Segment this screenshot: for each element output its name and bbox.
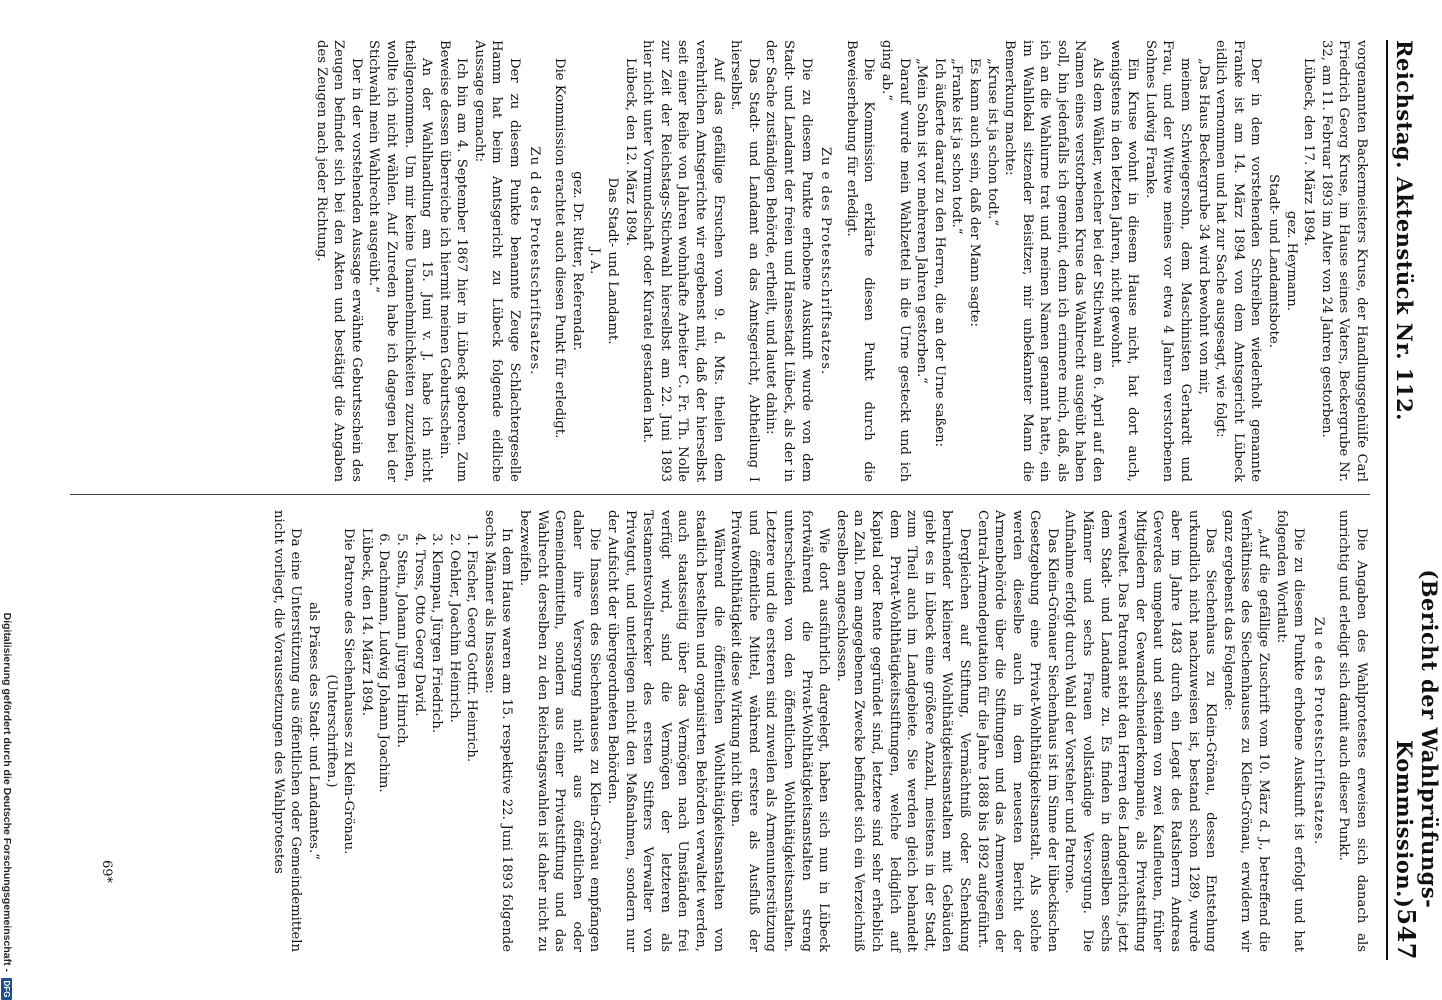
paragraph: als Präses des Stadt- und Landamtes.“ xyxy=(305,602,321,860)
text-column-right xyxy=(269,510,1370,952)
paragraph: Ich bin am 4. September 1867 hier in Lübeck geboren. Zum Beweise dessen überreiche ich hiermit meinen Geburtsschein. xyxy=(436,40,470,482)
paragraph: vorgenannten Backermeisters Kruse, der Handlungsgehülfe Carl Friedrich Georg Kruse, im Hause seines Vaters, Beckergrube Nr. 32, am 11. Februar 1893 im Alter von 24 Jahren gestorben. xyxy=(1318,40,1369,482)
list-item: 5. Stein, Johann Jürgen Hinrich. xyxy=(392,550,410,952)
paragraph: Der in der vorstehenden Aussage erwähnte Geburtsschein des Zeugen befindet sich bei den Akten und bestätigt die Angaben des Zeugen nach jeder Richtung. xyxy=(313,40,364,482)
paragraph: Das Siechenhaus zu Klein-Grönau, dessen Entstehung urkundlich nicht nachzuweisen ist, bestand schon 1289, wurde aber im Jahre 1483 durch ein Legat des Ratsherrn Andreas Geverdes umgebaut und seitdem von zwei Kaufleuten, früher Mitgliedern der Gewandschneiderkompanie, als Privatstiftung verwaltet. Das Patronat steht den Herren des Landgerichts, jetzt dem Stadt- und Landamte zu. Es finden in demselben sechs Männer und sechs Frauen vollständige Versorgung. Die Aufnahme erfolgt durch Wahl der Vorsteher und Patrone. xyxy=(1062,510,1219,952)
paragraph: J. A. xyxy=(587,247,603,275)
paragraph: „Auf die gefällige Zuschrift vom 10. März d. J., betreffend die Verhältnisse des Siechenhauses zu Klein-Grönau, erwidern wir ganz ergebenst das Folgende: xyxy=(1220,510,1272,952)
paragraph: Lübeck, den 14. März 1894. xyxy=(358,528,374,716)
section-heading: Zu d des Protestschriftsatzes. xyxy=(526,146,542,376)
signature-mark: 69* xyxy=(99,860,114,884)
paragraph: Es kann auch sein, daß der Mann sagte: xyxy=(966,58,982,327)
list-item: 4. Tross, Otto Georg David. xyxy=(410,550,428,952)
paragraph: Wie dort ausführlich dargelegt, haben sich nun in Lübeck fortwährend die Privat-Wohlthätigkeitsanstalten streng unterscheiden von den öffentlichen Wohlthätigkeitsanstalten. Letztere und die ersteren sind zuweilen als Armenunterstützung und öffentliche Mittel, während erstere als Ausfluß der Privatwohlthätigkeit diese Wirkung nicht üben. xyxy=(728,510,832,952)
paragraph: Als dem Wähler, welcher bei der Stichwahl am 6. April auf den Namen eines verstorbenen Kruse das Wahlrecht ausgeübt haben soll, bin jedenfalls ich gemeint, denn ich erinnere mich, daß, als ich an die Wahlurne trat und meinen Namen genannt hatte, ein im Wahllokal sitzender Beisitzer, mir unbekannter Mann die Bemerkung machte: xyxy=(1002,40,1106,482)
list-item: 2. Oehler, Joachim Heinrich. xyxy=(445,550,463,952)
paragraph: Stadt- und Landamtsbote. xyxy=(1266,174,1282,348)
paragraph: An der Wahlhandlung am 15. Juni v. J. habe ich nicht theilgenommen. Um mir keine Unannehmlichkeiten zuzuziehen, wollte ich nicht wählen. Auf Zureden habe ich dagegen bei der Stichwahl mein Wahlrecht ausgeübt.“ xyxy=(366,40,435,482)
paragraph: Die Kommission erachtet auch diesen Punkt für erledigt. xyxy=(552,58,568,439)
paragraph: Während die öffentlichen Wohlthätigkeitsanstalten von staatlich bestellten und organisirten Behörden verwaltet werden, auch staatsseitig über das Vermögen nach Umständen frei verfügt wird, sind die Vermögen der letzteren als Testamentsvollstrecker des ersten Stifters Verwalter von Privatgut, und unterliegen nicht den Maßnahmen, sondern nur der Aufsicht der übergeordneten Behörden. xyxy=(605,510,726,952)
section-heading: Zu e des Protestschriftsatzes. xyxy=(818,146,834,376)
paragraph: Da eine Unterstützung aus öffentlichen oder Gemeindemitteln nicht vorliegt, die Voraussetzungen des Wahlprotestes xyxy=(270,510,304,952)
text-column-left xyxy=(312,40,1370,482)
paragraph: „Franke ist ja schon todt.“ xyxy=(949,58,965,235)
paragraph: Der in dem vorstehenden Schreiben wiederholt genannte Franke ist am 14. März 1894 von dem Amtsgericht Lübeck eidlich vernommen und hat zur Sache ausgesagt, wie folgt: xyxy=(1213,40,1264,482)
paragraph: Ein Kruse wohnt in diesem Hause nicht, hat dort auch, wenigstens in den letzten Jahren, nicht gewohnt. xyxy=(1107,40,1141,482)
paragraph: Der zu diesem Punkte benannte Zeuge Schlachtergeselle Hamm hat beim Amtsgericht zu Lübeck folgende eidliche Aussage gemacht: xyxy=(471,40,523,482)
page-header xyxy=(1386,40,1442,960)
paragraph: gez. Dr. Ritter, Referendar. xyxy=(569,171,585,351)
header-left-title: Reichstag. Aktenstück Nr. 112. xyxy=(1392,40,1417,421)
paragraph: Die Kommission erklärte diesen Punkt durch die Beweiserhebung für erledigt. xyxy=(843,40,877,482)
paragraph: „Kruse ist ja schon todt.“ xyxy=(984,58,1000,227)
list-item: 3. Klempau, Jürgen Friedrich. xyxy=(428,550,446,952)
paragraph: (Unterschriften.) xyxy=(323,674,339,788)
digitization-note: Digitalisierung gefördert durch die Deutsche Forschungsgemeinschaft - xyxy=(1,612,13,972)
paragraph: Die zu diesem Punkte erhobene Auskunft ist erfolgt und hat folgenden Wortlaut: xyxy=(1273,510,1307,952)
paragraph: „Das Haus Beckergrube 34 wird bewohnt von mir, xyxy=(1195,58,1211,395)
paragraph: „Mein Sohn ist vor mehreren Jahren gestorben.“ xyxy=(914,58,930,384)
inmate-list xyxy=(375,510,481,952)
digitization-strip xyxy=(0,0,14,1000)
paragraph: Die Angaben des Wahlprotestes erweisen sich danach als unrichtig und erledigt sich damit auch dieser Punkt. xyxy=(1336,510,1369,952)
paragraph: gez. Heymann. xyxy=(1283,211,1299,311)
paragraph: Das Stadt- und Landamt an das Amtsgericht, Abtheilung I hierselbst. xyxy=(728,40,761,482)
paragraph: Darauf wurde mein Wahlzettel in die Urne gesteckt und ich ging ab.“ xyxy=(878,40,912,482)
header-right-title: (Bericht der Wahlprüfungs-Kommission.) xyxy=(1392,569,1442,909)
list-item: 6. Dachmann, Ludwig Johann Joachim. xyxy=(375,550,393,952)
paragraph: meinem Schwiegersohn, dem Maschinisten Gerhardt und Frau, und der Wittwe meines vor etwa 4 Jahren verstorbenen Sohnes Ludwig Franke. xyxy=(1142,40,1194,482)
page-number: 547 xyxy=(1392,908,1421,960)
paragraph: Auf das gefällige Ersuchen vom 9. d. Mts. theilen dem verehrlichen Amtsgerichte wir ergebenst mit, daß der hierselbst seit einer Reihe von Jahren wohnhafte Arbeiter C. Fr. Th. Nolle zur Zeit der Reichstags-Stichwahl hierselbst am 22. Juni 1893 hier nicht unter Vormundschaft oder Kuratel gestanden hat. xyxy=(640,40,726,482)
list-item: 1. Fischer, Georg Gottfr. Heinrich. xyxy=(463,550,481,952)
paragraph: Die Insassen des Siechenhauses zu Klein-Grönau empfangen daher ihre Versorgung nicht aus öffentlichen oder Gemeindemitteln, sondern aus einer Privatstiftung und das Wahlrecht derselben zu den Reichstagswahlen ist daher nicht zu bezweifeln. xyxy=(517,510,603,952)
paragraph: Die Patrone des Siechenhauses zu Klein-Grönau. xyxy=(341,528,357,855)
paragraph: Lübeck, den 17. März 1894. xyxy=(1301,58,1317,246)
paragraph: Ich äußerte darauf zu den Herren, die an der Urne saßen: xyxy=(931,58,947,448)
paragraph: Die zu diesem Punkte erhobene Auskunft wurde von dem Stadt- und Landamt der freien und Hansestadt Lübeck, als der in der Sache zuständigen Behörde, ertheilt, und lautet dahin: xyxy=(763,40,814,482)
paragraph: Lübeck, den 12. März 1894. xyxy=(622,58,638,246)
section-heading: Zu e des Protestschriftsatzes. xyxy=(1310,616,1326,846)
paragraph: Das Stadt- und Landamt. xyxy=(605,177,621,345)
paragraph: In dem Hause waren am 15. respektive 22. Juni 1893 folgende sechs Männer als Insassen: xyxy=(481,510,515,952)
paragraph: Das Klein-Grönauer Siechenhaus ist im Sinne der lübeckischen Gesetzgebung eine Privat-Wohlthätigkeitsanstalt. Als solche werden dieselbe auch in dem neuesten Bericht der Armenbehörde über die Stiftungen und das Armenwesen der Central-Armendeputation für die Jahre 1888 bis 1892 aufgeführt. xyxy=(974,510,1060,952)
paragraph: Dergleichen auf Stiftung, Vermächtniß oder Schenkung beruhender kleinerer Wohlthätigkeitsanstalten mit Gebäuden giebt es in Lübeck eine größere Anzahl, meistens in der Stadt, zum Theil auch im Landgebiete. Sie werden gleich behandelt dem Privat-Wohlthätigkeitsstiftungen, welche lediglich auf Kapital oder Rente gegründet sind, letztere sind sehr erheblich an Zahl. Dem angegebenen Zwecke befindet sich ein Verzeichniß derselben angeschlossen. xyxy=(833,510,972,952)
dfg-logo-icon: DFG xyxy=(2,978,13,1000)
column-divider xyxy=(70,494,1370,495)
